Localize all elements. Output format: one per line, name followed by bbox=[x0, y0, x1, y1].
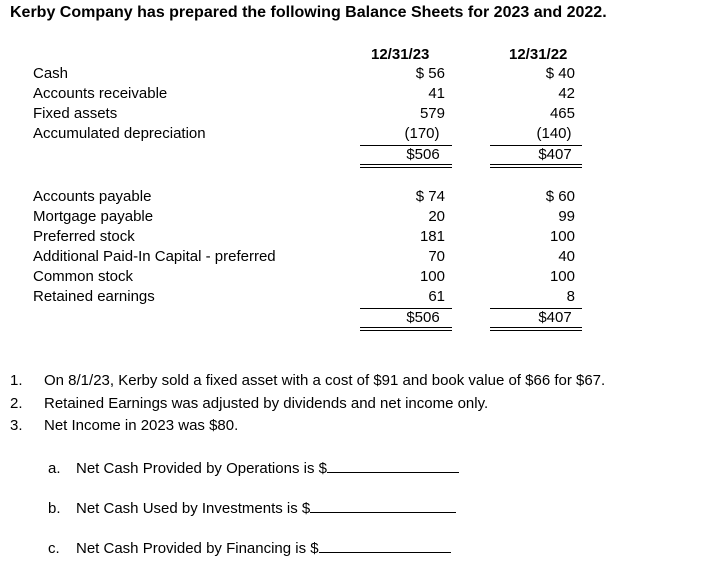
question-letter: c. bbox=[48, 540, 60, 557]
asset-label-accounts-receivable: Accounts receivable bbox=[33, 85, 168, 102]
asset-ar-2023: 41 bbox=[428, 85, 445, 102]
liability-total-rule-2023-b bbox=[360, 330, 452, 331]
note-2 bbox=[10, 395, 488, 412]
answer-blank-operations[interactable] bbox=[327, 458, 459, 473]
asset-total-rule-2022-b bbox=[490, 167, 582, 168]
asset-accdep-2022: (140) bbox=[536, 125, 572, 142]
asset-accdep-2023: (170) bbox=[404, 125, 440, 142]
equity-retained-2022: 8 bbox=[566, 288, 575, 305]
liability-mortgage-2023: 20 bbox=[428, 208, 445, 225]
asset-total-2022: $407 bbox=[538, 146, 572, 163]
asset-label-accumulated-depreciation: Accumulated depreciation bbox=[33, 125, 206, 142]
asset-total-2023: $506 bbox=[406, 146, 440, 163]
note-text: Net Income in 2023 was $80. bbox=[44, 417, 239, 434]
question-text: Net Cash Used by Investments is $ bbox=[76, 500, 311, 517]
note-text: Retained Earnings was adjusted by dividends and net income only. bbox=[44, 395, 489, 412]
asset-total-rule-2023-b bbox=[360, 167, 452, 168]
equity-preferred-2023: 181 bbox=[419, 228, 445, 245]
asset-label-fixed-assets: Fixed assets bbox=[33, 105, 118, 122]
asset-cash-2022: $ 40 bbox=[545, 65, 575, 82]
asset-label-cash: Cash bbox=[33, 65, 69, 82]
question-letter: a. bbox=[48, 460, 61, 477]
liability-ap-2023: $ 74 bbox=[415, 188, 445, 205]
liability-total-rule-2023-a bbox=[360, 327, 452, 328]
question-b bbox=[48, 498, 456, 517]
asset-total-rule-2023-a bbox=[360, 164, 452, 165]
liability-total-rule-2022-b bbox=[490, 330, 582, 331]
liability-ap-2022: $ 60 bbox=[545, 188, 575, 205]
equity-apic-2022: 40 bbox=[558, 248, 575, 265]
asset-fixed-2023: 579 bbox=[419, 105, 445, 122]
equity-retained-2023: 61 bbox=[428, 288, 445, 305]
question-text: Net Cash Provided by Financing is $ bbox=[76, 540, 319, 557]
liability-label-accounts-payable: Accounts payable bbox=[33, 188, 152, 205]
column-header-2022: 12/31/22 bbox=[509, 46, 568, 63]
asset-cash-2023: $ 56 bbox=[415, 65, 445, 82]
liability-label-mortgage-payable: Mortgage payable bbox=[33, 208, 154, 225]
equity-label-apic-preferred: Additional Paid-In Capital - preferred bbox=[33, 248, 276, 265]
question-a bbox=[48, 458, 459, 477]
equity-preferred-2022: 100 bbox=[549, 228, 575, 245]
liability-total-2022: $407 bbox=[538, 309, 572, 326]
column-header-2023: 12/31/23 bbox=[371, 46, 430, 63]
asset-fixed-2022: 465 bbox=[549, 105, 575, 122]
note-number: 3. bbox=[10, 417, 23, 434]
note-1 bbox=[10, 372, 605, 389]
liability-mortgage-2022: 99 bbox=[558, 208, 575, 225]
liability-total-2023: $506 bbox=[406, 309, 440, 326]
question-c bbox=[48, 538, 451, 557]
note-3 bbox=[10, 417, 238, 434]
equity-common-2023: 100 bbox=[419, 268, 445, 285]
equity-label-common-stock: Common stock bbox=[33, 268, 134, 285]
note-number: 2. bbox=[10, 395, 23, 412]
note-number: 1. bbox=[10, 372, 23, 389]
liability-total-rule-2022-a bbox=[490, 327, 582, 328]
answer-blank-investments[interactable] bbox=[310, 498, 456, 513]
equity-apic-2023: 70 bbox=[428, 248, 445, 265]
equity-label-retained-earnings: Retained earnings bbox=[33, 288, 155, 305]
page-title: Kerby Company has prepared the following Balance Sheets for 2023 and 2022. bbox=[10, 4, 607, 21]
question-text: Net Cash Provided by Operations is $ bbox=[76, 460, 327, 477]
asset-total-rule-2022-a bbox=[490, 164, 582, 165]
note-text: On 8/1/23, Kerby sold a fixed asset with a cost of $91 and book value of $66 for $67. bbox=[44, 372, 606, 389]
question-letter: b. bbox=[48, 500, 61, 517]
equity-label-preferred-stock: Preferred stock bbox=[33, 228, 135, 245]
asset-ar-2022: 42 bbox=[558, 85, 575, 102]
answer-blank-financing[interactable] bbox=[319, 538, 451, 553]
equity-common-2022: 100 bbox=[549, 268, 575, 285]
